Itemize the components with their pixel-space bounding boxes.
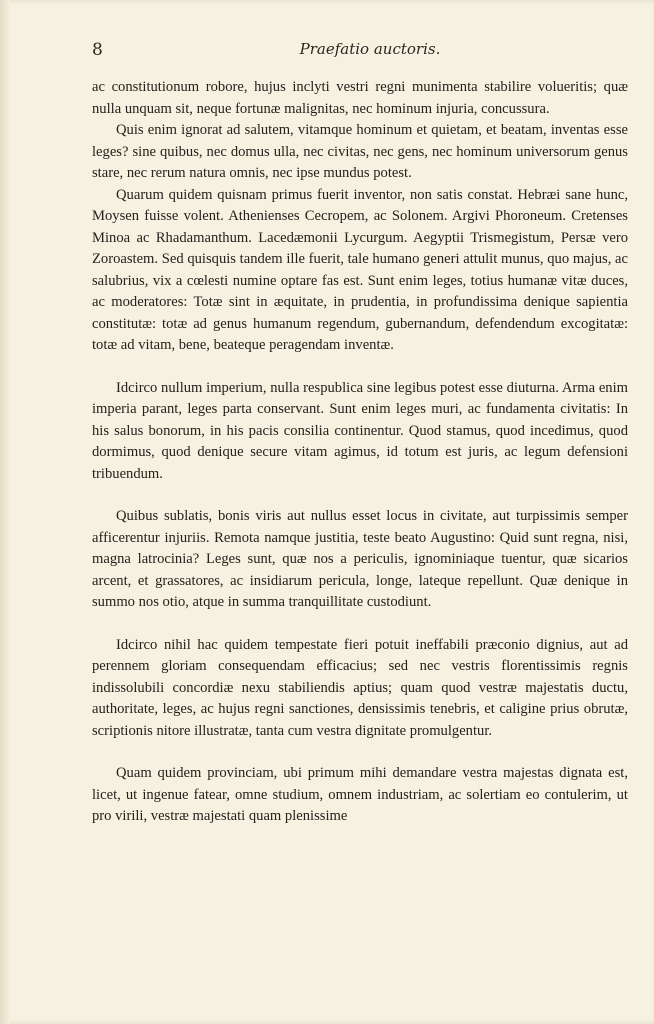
paragraph: Idcirco nihil hac quidem tempestate fieri potuit ineffabili præconio dignius, aut ad perennem gloriam consequendam efficacius; sed nec vestris florentissimis regnis indissolubili concordiæ nexu stabiliendis aptius; quam quod vestræ majestatis ductu, authoritate, leges, ac hujus regni sanctiones, densissimis tenebris, et caligine prius obrutæ, scriptionis nitore illustratæ, tanta cum vestra dignitate promulgentur. — [92, 636, 628, 739]
paragraph: Quis enim ignorat ad salutem, vitamque hominum et quietam, et beatam, inventas esse leges? sine quibus, nec domus ulla, nec civitas, nec gens, nec hominum universorum genus stare, nec rerum natura omnis, nec ipse mundus potest. — [92, 122, 628, 181]
paragraph-gap — [92, 742, 628, 763]
paragraph-gap — [92, 357, 628, 378]
paragraph: Idcirco nullum imperium, nulla respublica sine legibus potest esse diuturna. Arma enim imperia parant, leges parta conservant. Sunt enim leges muri, ac fundamenta civitatis: In his salus bonorum, in his pacis consilia continentur. Quod stamus, quod incedimus, quod dormimus, quod denique secure vitam agimus, id totum est juris, ac legum defensioni tribuendum. — [92, 379, 628, 482]
page-gutter-shadow — [0, 0, 10, 1024]
paragraph-gap — [92, 614, 628, 635]
page-header — [92, 40, 628, 64]
paragraph: Quarum quidem quisnam primus fuerit inventor, non satis constat. Hebræi sane hunc, Moysen fuisse volent. Athenienses Cecropem, ac Solonem. Argivi Phoroneum. Cretenses Minoa ac Rhadamanthum. Lacedæmonii Lycurgum. Aegyptii Trismegistum, Persæ vero Zoroastem. Sed quisquis tandem ille fuerit, tale humano generi attulit munus, quo majus, ac salubrius, vix a cœlesti numine optare fas est. Sunt enim leges, totius humanæ vitæ duces, ac moderatores: Totæ sint in æquitate, in prudentia, in profundissima denique sapientia constitutæ: totæ ad genus humanum regendum, gubernandum, defendendum excogitatæ: totæ ad vitam, bene, beateque peragendam inventæ. — [92, 186, 628, 353]
paragraph-gap — [92, 485, 628, 506]
page-number: 8 — [92, 40, 103, 60]
paragraph: ac constitutionum robore, hujus inclyti vestri regni munimenta stabilire volueritis; quæ nulla unquam sit, neque fortunæ malignitas, nec hominum injuria, concussura. — [92, 79, 628, 117]
body-text — [92, 77, 628, 828]
paragraph: Quam quidem provinciam, ubi primum mihi demandare vestra majestas dignata est, licet, ut ingenue fatear, omne studium, omnem industriam, ac solertiam eo contulerim, ut pro virili, vestræ majestati quam plenissime — [92, 765, 628, 824]
paragraph: Quibus sublatis, bonis viris aut nullus esset locus in civitate, aut turpissimis semper afficerentur injuriis. Remota namque justitia, teste beato Augustino: Quid sunt regna, nisi, magna latrocinia? Leges sunt, quæ nos a periculis, ignominiaque tuentur, quæ sicarios arcent, et grassatores, ac insidiarum pericula, longe, lateque repellunt. Quæ denique in summo nos otio, atque in summa tranquillitate custodiunt. — [92, 508, 628, 610]
running-head: Praefatio auctoris. — [299, 40, 441, 58]
